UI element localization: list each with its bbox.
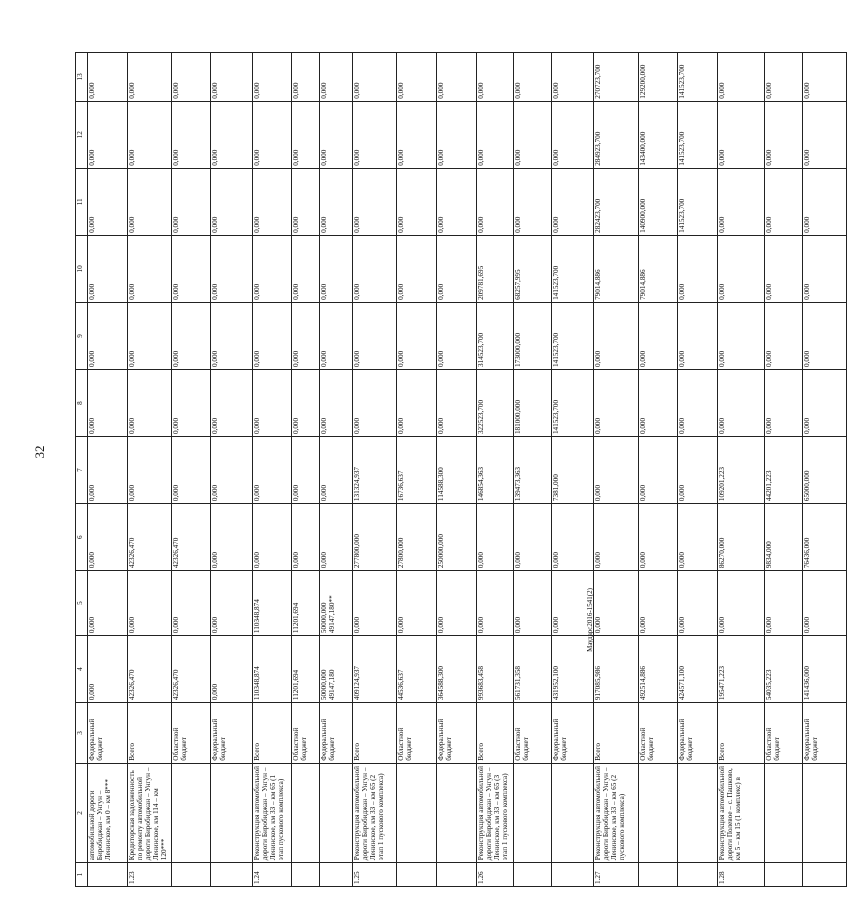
table-row (639, 53, 678, 887)
table-cell: 0,000 (437, 571, 477, 636)
table-cell: 0,000 (292, 101, 320, 168)
table-cell: 0,000 (128, 571, 172, 636)
table-cell: 0,000 (211, 369, 253, 436)
table-cell: Областной бюджет (639, 703, 678, 764)
table-cell: 0,000 (128, 235, 172, 302)
table-cell: 114588,300 (437, 437, 477, 504)
header-row (76, 53, 88, 887)
table-cell: 0,000 (437, 369, 477, 436)
header-cell: 4 (76, 636, 88, 703)
table-cell: 68257,995 (514, 235, 552, 302)
header-cell: 6 (76, 504, 88, 571)
table-cell: 0,000 (678, 571, 718, 636)
header-cell: 7 (76, 437, 88, 504)
table-cell (397, 863, 437, 887)
table-cell: 0,000 (678, 302, 718, 369)
table-cell: 0,000 (765, 571, 803, 636)
table-cell: 50000,000 49147,180** (320, 571, 353, 636)
table-cell: 143400,000 (639, 101, 678, 168)
table-cell: 0,000 (718, 101, 765, 168)
page-number: 32 (32, 445, 47, 459)
table-cell: 0,000 (594, 302, 639, 369)
table-cell: 492514,886 (639, 636, 678, 703)
table-cell: 0,000 (172, 571, 211, 636)
table-cell: 0,000 (211, 302, 253, 369)
table-cell (172, 763, 211, 863)
table-cell: 42326,470 (128, 636, 172, 703)
table-cell: Областной бюджет (765, 703, 803, 764)
table-cell (803, 763, 847, 863)
table-cell: Всего (477, 703, 514, 764)
table-cell: 284923,700 (594, 101, 639, 168)
table-row (552, 53, 594, 887)
table-cell: 141523,700 (552, 235, 594, 302)
table-cell: 0,000 (397, 53, 437, 102)
table-cell: 0,000 (765, 369, 803, 436)
table-cell: 0,000 (437, 302, 477, 369)
table-cell: 11201,694 (292, 571, 320, 636)
table-cell: 0,000 (477, 504, 514, 571)
table-cell: Федеральный бюджет (88, 703, 128, 764)
table-cell: 141523,700 (552, 302, 594, 369)
table-cell: 79014,886 (639, 235, 678, 302)
table-cell: 0,000 (253, 437, 292, 504)
table-cell: 0,000 (320, 235, 353, 302)
table-cell: 141436,000 (803, 636, 847, 703)
table-cell: 0,000 (803, 53, 847, 102)
table-cell: 0,000 (765, 235, 803, 302)
table-cell: 65000,000 (803, 437, 847, 504)
table-cell: 0,000 (292, 235, 320, 302)
table-cell: 0,000 (718, 53, 765, 102)
table-row (765, 53, 803, 887)
table-cell: 0,000 (397, 369, 437, 436)
table-cell: 314523,700 (477, 302, 514, 369)
table-cell: автомобильной дороги Биробиджан – Унгун – Ленинское, км 0 – км 8*** (88, 763, 128, 863)
table-cell: Реконструкция автомобильной дороги Полевое – с. Пашково, км 5 – км 15 (1 комплекс) в (718, 763, 765, 863)
table-cell: 1.27 (594, 863, 639, 887)
table-cell: 0,000 (552, 168, 594, 235)
table-cell: 322523,700 (477, 369, 514, 436)
table-cell: 0,000 (353, 235, 397, 302)
table-cell: 0,000 (639, 571, 678, 636)
table-cell: 0,000 (353, 168, 397, 235)
table-cell: 139473,363 (514, 437, 552, 504)
table-cell (552, 863, 594, 887)
table-cell: 0,000 (552, 53, 594, 102)
table-cell: 86270,000 (718, 504, 765, 571)
table-cell: 0,000 (514, 53, 552, 102)
table-cell: 76436,000 (803, 504, 847, 571)
table-cell: 0,000 (514, 101, 552, 168)
table-cell: 0,000 (88, 235, 128, 302)
table-cell: 0,000 (639, 504, 678, 571)
table-cell: 0,000 (211, 636, 253, 703)
table-cell: 0,000 (678, 504, 718, 571)
table-cell: 0,000 (253, 235, 292, 302)
table-cell: 54035,223 (765, 636, 803, 703)
table-cell: 0,000 (803, 235, 847, 302)
table-cell: 0,000 (718, 235, 765, 302)
table-cell: Всего (594, 703, 639, 764)
table-cell: 0,000 (397, 302, 437, 369)
table-cell: 0,000 (292, 369, 320, 436)
table-cell: 0,000 (353, 101, 397, 168)
table-cell: 141523,700 (678, 101, 718, 168)
table-cell: 0,000 (477, 168, 514, 235)
table-cell: Областной бюджет (397, 703, 437, 764)
table-cell: 0,000 (803, 101, 847, 168)
table-cell: 0,000 (718, 571, 765, 636)
table-cell: 0,000 (320, 504, 353, 571)
table-cell: 0,000 (292, 437, 320, 504)
table-cell (437, 863, 477, 887)
table-cell: 0,000 (172, 437, 211, 504)
table-cell: 277800,000 (353, 504, 397, 571)
table-cell: 141523,700 (678, 53, 718, 102)
table-cell: 44536,637 (397, 636, 437, 703)
table-row (477, 53, 514, 887)
table-cell: 0,000 (320, 302, 353, 369)
table-cell: Реконструкция автомобильной дороги Биробиджан – Унгун – Ленинское, км 33 – км 65 (2 пускового комплекса) (594, 763, 639, 863)
table-cell: 0,000 (172, 302, 211, 369)
table-cell: 424571,100 (678, 636, 718, 703)
table-cell: Реконструкция автомобильной дороги Биробиджан – Унгун – Ленинское, км 33 – км 65 (3 этап 1 пускового комплекса) (477, 763, 514, 863)
table-cell: 42326,470 (128, 504, 172, 571)
table-cell: 0,000 (437, 101, 477, 168)
table-cell: 9834,000 (765, 504, 803, 571)
table-cell: 0,000 (678, 235, 718, 302)
table-cell: 1.25 (353, 863, 397, 887)
table-cell: 0,000 (320, 168, 353, 235)
table-cell: 364588,300 (437, 636, 477, 703)
table-row (718, 53, 765, 887)
table-cell (397, 763, 437, 863)
table-container (75, 52, 819, 887)
table-cell (803, 863, 847, 887)
header-cell: 3 (76, 703, 88, 764)
header-cell: 12 (76, 101, 88, 168)
table-cell: 0,000 (292, 53, 320, 102)
table-row (292, 53, 320, 887)
table-cell: 0,000 (172, 369, 211, 436)
table-cell (320, 763, 353, 863)
table-cell: 0,000 (594, 571, 639, 636)
header-cell: 8 (76, 369, 88, 436)
table-cell: 0,000 (128, 53, 172, 102)
table-cell: 0,000 (128, 302, 172, 369)
table-cell: 110348,874 (253, 636, 292, 703)
table-cell: 0,000 (211, 437, 253, 504)
table-cell: 0,000 (718, 369, 765, 436)
table-cell: 0,000 (803, 302, 847, 369)
table-cell: 0,000 (88, 101, 128, 168)
table-cell: 0,000 (88, 302, 128, 369)
table-cell: 11201,694 (292, 636, 320, 703)
header-cell: 5 (76, 571, 88, 636)
table-row (320, 53, 353, 887)
table-cell: Федеральный бюджет (803, 703, 847, 764)
table-cell: 209781,695 (477, 235, 514, 302)
table-cell: 16736,637 (397, 437, 437, 504)
table-cell: 0,000 (211, 504, 253, 571)
table-cell: 0,000 (397, 235, 437, 302)
table-row (437, 53, 477, 887)
table-cell: Федеральный бюджет (678, 703, 718, 764)
table-cell: 0,000 (552, 101, 594, 168)
table-cell: Федеральный бюджет (320, 703, 353, 764)
table-cell: 141523,700 (552, 369, 594, 436)
table-cell (514, 863, 552, 887)
table-cell (678, 763, 718, 863)
table-cell: 0,000 (477, 101, 514, 168)
table-cell: 0,000 (128, 101, 172, 168)
table-cell: 0,000 (477, 571, 514, 636)
table-cell: 0,000 (253, 302, 292, 369)
table-cell: 250000,000 (437, 504, 477, 571)
table-cell: 0,000 (437, 53, 477, 102)
table-cell: Областной бюджет (514, 703, 552, 764)
table-cell: 0,000 (292, 504, 320, 571)
table-cell (88, 863, 128, 887)
table-cell: 409124,937 (353, 636, 397, 703)
rotated-page-area (75, 52, 819, 887)
table-cell: 0,000 (172, 235, 211, 302)
table-cell: 0,000 (552, 571, 594, 636)
table-cell: 0,000 (765, 101, 803, 168)
table-cell: 0,000 (353, 571, 397, 636)
table-cell: Всего (353, 703, 397, 764)
table-cell: Всего (253, 703, 292, 764)
table-cell (765, 863, 803, 887)
table-cell: 561731,358 (514, 636, 552, 703)
table-cell: 0,000 (172, 168, 211, 235)
table-cell: 282423,700 (594, 168, 639, 235)
table-cell: 0,000 (253, 101, 292, 168)
table-cell (211, 763, 253, 863)
table-cell: 0,000 (718, 302, 765, 369)
table-cell: 44201,223 (765, 437, 803, 504)
table-cell: Федеральный бюджет (437, 703, 477, 764)
table-cell: 0,000 (514, 168, 552, 235)
table-cell: 0,000 (211, 168, 253, 235)
table-cell: 42326,470 (172, 636, 211, 703)
table-row (397, 53, 437, 887)
table-cell (211, 863, 253, 887)
header-cell: 11 (76, 168, 88, 235)
table-cell (678, 863, 718, 887)
header-cell: 2 (76, 763, 88, 863)
table-cell: 0,000 (639, 302, 678, 369)
table-cell: 0,000 (594, 437, 639, 504)
table-cell: 0,000 (353, 302, 397, 369)
table-cell: 0,000 (253, 369, 292, 436)
table-cell: 1.26 (477, 863, 514, 887)
table-cell: 0,000 (437, 235, 477, 302)
table-cell: 0,000 (88, 53, 128, 102)
table-cell: Федеральный бюджет (552, 703, 594, 764)
table-cell: 173000,000 (514, 302, 552, 369)
table-cell: Областной бюджет (292, 703, 320, 764)
table-cell: 7381,000 (552, 437, 594, 504)
table-cell: 917085,986 (594, 636, 639, 703)
table-cell: 0,000 (437, 168, 477, 235)
table-cell (514, 763, 552, 863)
table-cell: Федеральный бюджет (211, 703, 253, 764)
table-cell: 0,000 (128, 168, 172, 235)
table-cell: 0,000 (320, 53, 353, 102)
table-cell: 1.28 (718, 863, 765, 887)
table-row (211, 53, 253, 887)
table-cell: 0,000 (211, 101, 253, 168)
table-cell: 0,000 (88, 168, 128, 235)
table-cell: 141523,700 (678, 168, 718, 235)
table-cell: 146854,363 (477, 437, 514, 504)
table-cell: 0,000 (765, 302, 803, 369)
table-cell: 0,000 (88, 369, 128, 436)
table-cell: 42326,470 (172, 504, 211, 571)
table-cell: Областной бюджет (172, 703, 211, 764)
table-cell: 0,000 (514, 504, 552, 571)
budget-table (75, 52, 847, 887)
table-cell: Всего (128, 703, 172, 764)
table-row (172, 53, 211, 887)
table-cell: 0,000 (292, 168, 320, 235)
table-row (253, 53, 292, 887)
table-row (128, 53, 172, 887)
table-cell: 50000,000 49147,180 (320, 636, 353, 703)
table-row (678, 53, 718, 887)
table-cell: 0,000 (172, 53, 211, 102)
table-cell: 0,000 (88, 437, 128, 504)
header-cell: 9 (76, 302, 88, 369)
table-cell: 0,000 (353, 53, 397, 102)
table-cell: 131324,937 (353, 437, 397, 504)
table-cell (292, 863, 320, 887)
table-cell: 0,000 (253, 504, 292, 571)
table-cell: 0,000 (172, 101, 211, 168)
table-cell: Всего (718, 703, 765, 764)
table-cell (765, 763, 803, 863)
table-cell: 0,000 (88, 571, 128, 636)
table-cell: 0,000 (320, 101, 353, 168)
table-cell: 0,000 (477, 53, 514, 102)
table-cell: 0,000 (678, 369, 718, 436)
table-cell: 0,000 (639, 369, 678, 436)
table-cell: 0,000 (803, 571, 847, 636)
table-cell: 0,000 (594, 369, 639, 436)
table-cell: Реконструкция автомобильной дороги Биробиджан – Унгун – Ленинское, км 33 – км 65 (2 этап 1 пускового комплекса) (353, 763, 397, 863)
table-cell: 0,000 (514, 571, 552, 636)
table-cell: 1.24 (253, 863, 292, 887)
table-cell (552, 763, 594, 863)
table-cell: 0,000 (128, 437, 172, 504)
table-cell: 110348,874 (253, 571, 292, 636)
header-cell: 1 (76, 863, 88, 887)
table-cell: Реконструкция автомобильной дороги Биробиджан – Унгун – Ленинское, км 33 – км 65 (1 этап пускового комплекса) (253, 763, 292, 863)
table-row (803, 53, 847, 887)
table-cell (639, 863, 678, 887)
table-cell: 0,000 (594, 504, 639, 571)
table-cell: 431952,100 (552, 636, 594, 703)
table-cell: 0,000 (639, 437, 678, 504)
table-cell: 0,000 (128, 369, 172, 436)
table-cell: 0,000 (803, 369, 847, 436)
table-cell (292, 763, 320, 863)
table-cell (639, 763, 678, 863)
table-cell: 0,000 (253, 168, 292, 235)
table-cell: 0,000 (397, 101, 437, 168)
table-cell: 0,000 (88, 636, 128, 703)
footer-code: Маударс2016-1541(2) (586, 588, 594, 652)
table-cell: 0,000 (211, 235, 253, 302)
header-cell: 13 (76, 53, 88, 102)
table-cell: 1.23 (128, 863, 172, 887)
table-cell: 0,000 (397, 571, 437, 636)
table-cell: Кредиторская задолженность по ремонту автомобильной дороги Биробиджан – Унгун – Ленинское, км 114 – км 120*** (128, 763, 172, 863)
table-cell: 0,000 (765, 53, 803, 102)
table-cell: 0,000 (292, 302, 320, 369)
table-body (76, 53, 847, 887)
table-cell: 129200,000 (639, 53, 678, 102)
table-row (88, 53, 128, 887)
table-cell: 0,000 (397, 168, 437, 235)
table-cell: 140900,000 (639, 168, 678, 235)
table-cell: 0,000 (211, 53, 253, 102)
table-cell (437, 763, 477, 863)
table-cell: 0,000 (678, 437, 718, 504)
table-cell: 0,000 (320, 437, 353, 504)
table-row (353, 53, 397, 887)
table-cell: 0,000 (88, 504, 128, 571)
table-cell: 0,000 (253, 53, 292, 102)
table-cell: 993683,458 (477, 636, 514, 703)
table-cell: 0,000 (353, 369, 397, 436)
table-cell: 0,000 (211, 571, 253, 636)
table-row (514, 53, 552, 887)
table-row (594, 53, 639, 887)
table-cell: 181000,000 (514, 369, 552, 436)
header-cell: 10 (76, 235, 88, 302)
table-cell: 109201,223 (718, 437, 765, 504)
table-cell: 0,000 (320, 369, 353, 436)
table-cell: 270723,700 (594, 53, 639, 102)
table-cell: 195471,223 (718, 636, 765, 703)
table-cell: 0,000 (552, 504, 594, 571)
table-cell (172, 863, 211, 887)
table-cell: 0,000 (803, 168, 847, 235)
table-cell: 0,000 (718, 168, 765, 235)
table-cell (320, 863, 353, 887)
table-cell: 0,000 (765, 168, 803, 235)
table-cell: 79014,886 (594, 235, 639, 302)
table-cell: 27800,000 (397, 504, 437, 571)
